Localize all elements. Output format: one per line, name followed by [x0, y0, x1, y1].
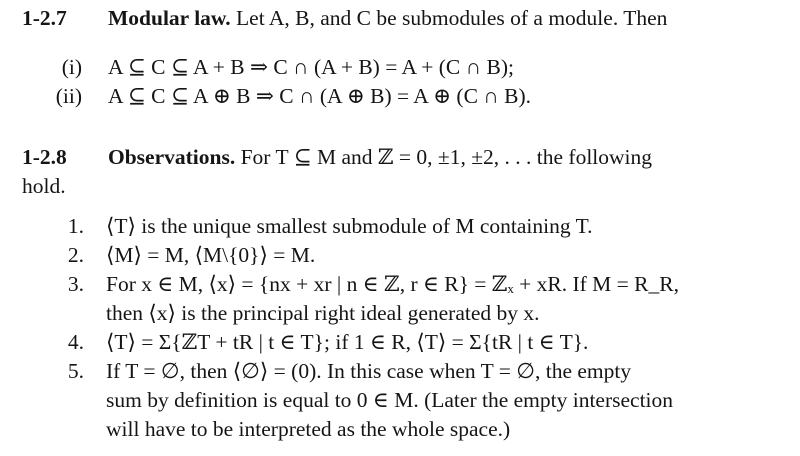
item-text-continued: sum by definition is equal to 0 ∈ M. (Later the empty intersection	[106, 388, 674, 412]
item-text: ⟨M⟩ = M, ⟨M\{0}⟩ = M.	[106, 243, 316, 267]
item-label: 1.	[67, 214, 84, 238]
item-label: (i)	[61, 55, 82, 79]
item-label: 2.	[67, 243, 84, 267]
item-text-continued: then ⟨x⟩ is the principal right ideal generated by x.	[106, 301, 540, 325]
section-heading	[108, 143, 652, 172]
item-label: (ii)	[55, 84, 82, 108]
item-text: If T = ∅, then ⟨∅⟩ = (0). In this case when T = ∅, the empty	[106, 359, 632, 383]
section-heading	[108, 4, 667, 33]
section-title: Modular law.	[108, 6, 231, 30]
item-text: For x ∈ M, ⟨x⟩ = {nx + xr | n ∈ ℤ, r ∈ R} = ℤₓ + xR. If M = R_R,	[106, 272, 679, 296]
section-title: Observations.	[108, 145, 236, 169]
section-intro: Let A, B, and C be submodules of a module. Then	[236, 6, 668, 30]
item-text: ⟨T⟩ = Σ{ℤT + tR | t ∈ T}; if 1 ∈ R, ⟨T⟩ = Σ{tR | t ∈ T}.	[106, 330, 589, 354]
item-text: A ⊆ C ⊆ A ⊕ B ⇒ C ∩ (A ⊕ B) = A ⊕ (C ∩ B).	[108, 84, 532, 108]
item-label: 5.	[67, 359, 84, 383]
item-text: A ⊆ C ⊆ A + B ⇒ C ∩ (A + B) = A + (C ∩ B);	[108, 55, 514, 79]
item-text: ⟨T⟩ is the unique smallest submodule of M containing T.	[106, 214, 593, 238]
section-intro: For T ⊆ M and ℤ = 0, ±1, ±2, . . . the following	[240, 145, 653, 169]
item-label: 3.	[67, 272, 84, 296]
item-text-continued: will have to be interpreted as the whole space.)	[106, 417, 511, 441]
section-number: 1-2.7	[22, 6, 67, 30]
section-intro-continued: hold.	[22, 174, 66, 198]
section-number: 1-2.8	[22, 145, 67, 169]
item-label: 4.	[67, 330, 84, 354]
